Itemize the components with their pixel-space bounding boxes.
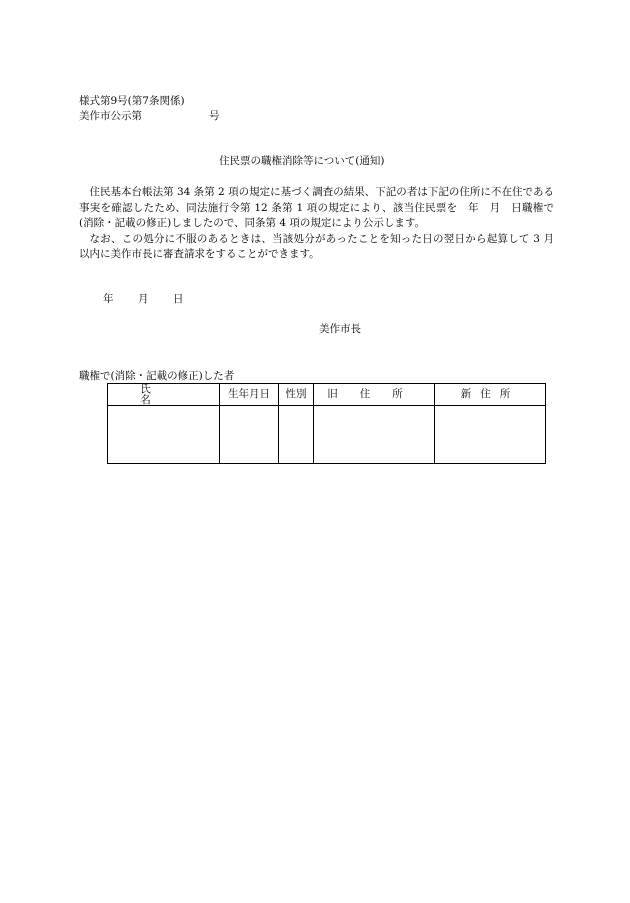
table-caption: 職権で(消除・記載の修正)した者: [79, 370, 235, 382]
cell-birthdate: [220, 406, 279, 464]
date-line: [103, 294, 184, 305]
body-paragraph-1: 住民基本台帳法第 34 条第 2 項の規定に基づく調査の結果、下記の者は下記の住所に不在住である事実を確認したため、同法施行令第 12 条第 1 項の規定により、該当住民票を 年 月 日職権で(消除・記載の修正)しましたので、同条第 4 項の規定により公示します。: [79, 186, 554, 229]
cell-old-address: [314, 406, 435, 464]
date-month: 月: [138, 293, 149, 305]
header-old-address: 旧住所: [314, 384, 435, 406]
document-title: 住民票の職権消除等について(通知): [219, 155, 385, 167]
notice-number-label: 美作市公示第: [79, 110, 142, 122]
body-text: [79, 185, 554, 263]
header-new-address: 新住所: [435, 384, 546, 406]
cell-sex: [279, 406, 314, 464]
record-table: [107, 383, 546, 464]
table-row: [108, 406, 546, 464]
header-name: 氏名: [108, 384, 220, 406]
cell-new-address: [435, 406, 546, 464]
notice-number: [79, 111, 220, 122]
notice-number-suffix: 号: [209, 110, 220, 122]
date-day: 日: [173, 293, 184, 305]
form-number: 様式第9号(第7条関係): [79, 95, 185, 107]
table-header-row: [108, 384, 546, 406]
cell-name: [108, 406, 220, 464]
header-birthdate: 生年月日: [220, 384, 279, 406]
date-year: 年: [103, 293, 114, 305]
header-sex: 性別: [279, 384, 314, 406]
issuer-name: 美作市長: [319, 323, 361, 335]
body-paragraph-2: なお、この処分に不服のあるときは、当該処分があったことを知った日の翌日から起算して 3 月以内に美作市長に審査請求をすることができます。: [79, 232, 554, 260]
